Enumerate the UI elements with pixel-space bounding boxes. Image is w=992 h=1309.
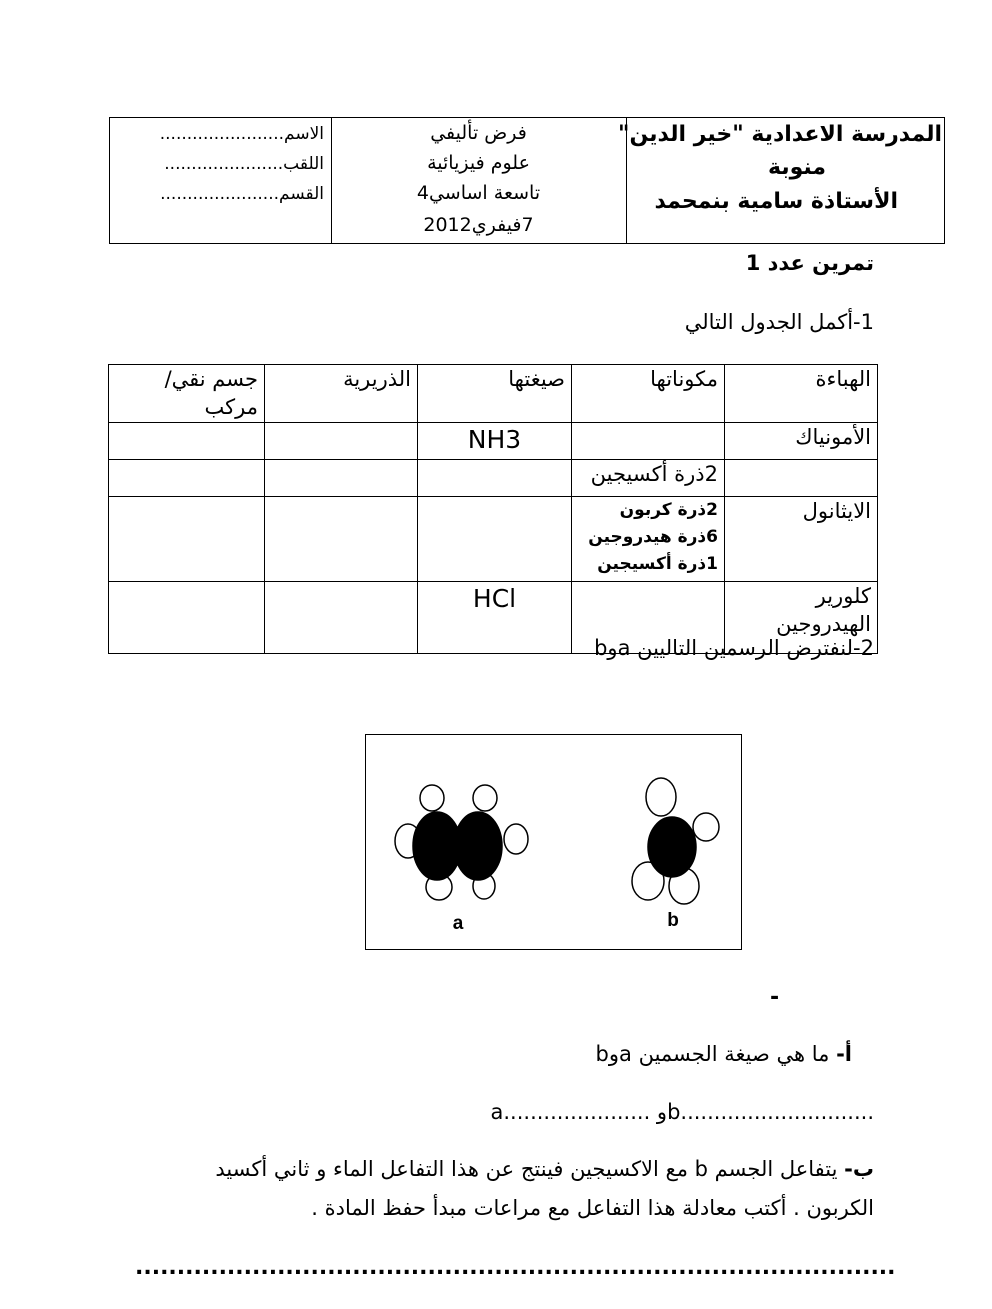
table-row: [109, 422, 878, 459]
table-cell-type: [109, 496, 265, 581]
table-cell-formula: [418, 496, 572, 581]
table-cell-atomicity: [265, 422, 418, 459]
table-row: [109, 459, 878, 496]
table-cell-atomicity: [265, 496, 418, 581]
student-surname-field: اللقب......................: [164, 154, 324, 174]
exam-grade: تاسعة اساسي4: [416, 182, 541, 204]
table-header-cell: صيغتها: [418, 365, 572, 423]
exam-type: فرض تأليفي: [430, 122, 527, 144]
hydrogen-atom: [473, 785, 497, 811]
hydrogen-atom: [504, 824, 528, 854]
table-header-row: [109, 365, 878, 423]
table-cell-type: [109, 459, 265, 496]
answer-dotted-line: ...........................................................................................: [135, 1255, 896, 1280]
carbon-atom: [648, 817, 696, 877]
table-cell-formula: NH3: [418, 422, 572, 459]
molecules-table: [108, 364, 878, 654]
question-b-marker: ب-: [844, 1157, 874, 1181]
answer-a-line: a...................... وb.............................: [490, 1100, 874, 1124]
table-cell-type: [109, 422, 265, 459]
table-header-cell: جسم نقي/مركب: [109, 365, 265, 423]
molecule-drawing: [366, 735, 741, 949]
question-a-text: ما هي صيغة الجسمين aوb: [595, 1042, 837, 1066]
dash-mark: -: [770, 985, 780, 1010]
question-a: [596, 1042, 852, 1066]
table-header-cell: مكوناتها: [572, 365, 725, 423]
table-cell-components: [572, 496, 725, 581]
table-cell-name: الايثانول: [725, 496, 878, 581]
student-name-field: الاسم.......................: [159, 124, 324, 144]
table-cell-components: [572, 422, 725, 459]
table-cell-formula: HCl: [418, 581, 572, 653]
question-1: 1-أكمل الجدول التالي: [684, 310, 874, 334]
teacher-name: الأستاذة سامية بنمحمد: [654, 189, 898, 214]
question-b-line1: [215, 1157, 874, 1181]
table-header-cell: الذريرية: [265, 365, 418, 423]
component-line: 1ذرة أكسيجين: [597, 554, 718, 575]
table-row: [109, 496, 878, 581]
carbon-atom: [454, 812, 502, 880]
question-a-marker: أ-: [836, 1042, 852, 1066]
exam-subject: علوم فيزيائية: [427, 152, 530, 174]
header-box: [109, 117, 945, 244]
question-b-text: يتفاعل الجسم b مع الاكسيجين فينتج عن هذا التفاعل الماء و ثاني أكسيد: [215, 1157, 845, 1181]
table-cell-components: 2ذرة أكسيجين: [572, 459, 725, 496]
molecule-b: [632, 778, 719, 904]
table-cell-name: [725, 459, 878, 496]
exam-date: 7فيفري2012: [423, 214, 534, 236]
exercise-title: تمرين عدد 1: [745, 251, 874, 275]
molecule-figure: [365, 734, 742, 950]
label-a: a: [452, 913, 464, 934]
hydrogen-atom: [646, 778, 676, 816]
label-b: b: [667, 910, 679, 931]
table-cell-type: [109, 581, 265, 653]
hydrogen-atom: [420, 785, 444, 811]
table-cell-formula: [418, 459, 572, 496]
component-line: 2ذرة كربون: [619, 499, 718, 520]
school-city: منوبة: [768, 155, 826, 180]
student-section-field: القسم......................: [160, 184, 324, 204]
table-cell-atomicity: [265, 581, 418, 653]
table-header-cell: الهباءة: [725, 365, 878, 423]
table-cell-atomicity: [265, 459, 418, 496]
school-name: المدرسة الاعدادية "خير الدين": [618, 122, 942, 147]
molecule-a: [395, 785, 528, 900]
hydrogen-atom: [693, 813, 719, 841]
table-cell-name: كلورير الهيدروجين: [725, 581, 878, 653]
component-line: 6ذرة هيدروجين: [588, 526, 718, 547]
question-2: 2-لنفترض الرسمين التاليين aوb: [594, 636, 874, 660]
question-b-line2: الكربون . أكتب معادلة هذا التفاعل مع مراعات مبدأ حفظ المادة .: [311, 1196, 874, 1220]
table-cell-name: الأمونياك: [725, 422, 878, 459]
